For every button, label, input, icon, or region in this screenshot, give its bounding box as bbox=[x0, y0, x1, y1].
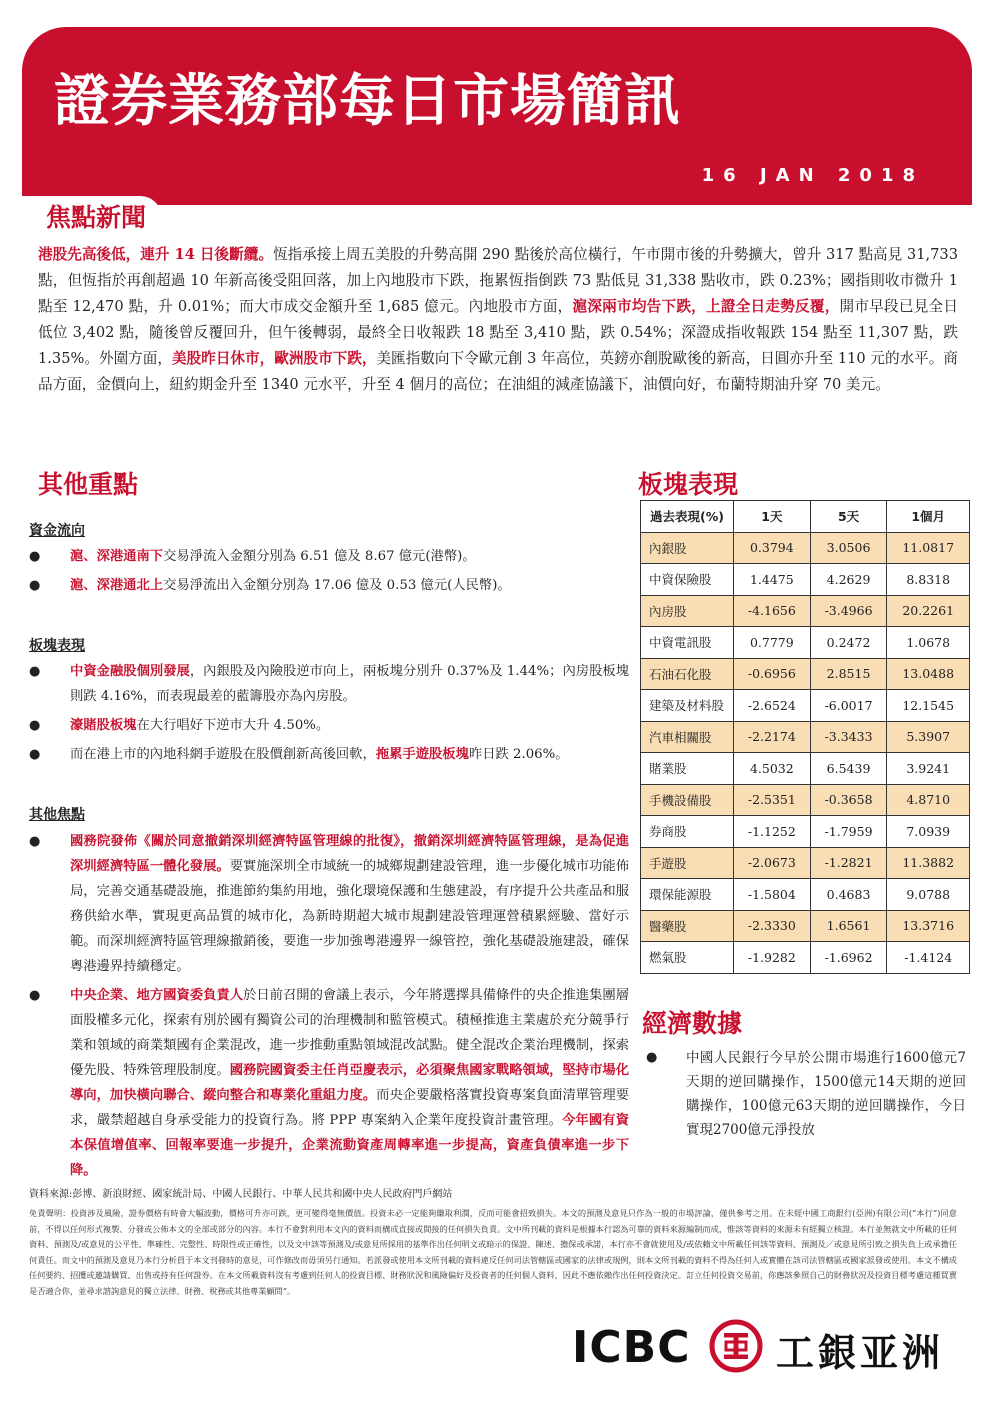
table-header-row bbox=[641, 501, 970, 533]
sector-value-cell: -2.2174 bbox=[734, 721, 811, 753]
sector-name-cell: 建築及材料股 bbox=[641, 690, 734, 722]
table-row bbox=[641, 847, 970, 879]
sector-value-cell: 4.8710 bbox=[887, 784, 970, 816]
sector-value-cell: -1.5804 bbox=[734, 879, 811, 911]
bullet-item bbox=[29, 544, 629, 569]
capital-flow-heading: 資金流向 bbox=[29, 523, 85, 539]
economic-item-text: 中國人民銀行今早於公開市場進行1600億元7天期的逆回購操作，1500億元14天期的逆回購操作，100億元63天期的逆回購操作，今日實現2700億元淨投放 bbox=[686, 1050, 966, 1138]
bullet-icon: ● bbox=[29, 718, 41, 733]
bullet-item bbox=[29, 713, 629, 738]
bullet-icon: ● bbox=[29, 549, 41, 564]
table-row bbox=[641, 879, 970, 911]
bullet-item bbox=[29, 983, 629, 1183]
sector-value-cell: 13.3716 bbox=[887, 910, 970, 942]
bullet-item bbox=[29, 573, 629, 598]
other-highlights-title: 其他重點 bbox=[38, 470, 139, 499]
table-row bbox=[641, 627, 970, 659]
body-text: 交易淨流出入金額分別為 17.06 億及 0.53 億元(人民幣)。 bbox=[163, 578, 511, 593]
focus-news-body bbox=[38, 242, 958, 398]
body-text: 而央企要嚴格落實投資專案負面清單管理要求，嚴禁超越自身承受能力的投資行為。將 PPP 專案納入企業年度投資計畫管理。 bbox=[70, 1088, 630, 1128]
table-row bbox=[641, 658, 970, 690]
sector-value-cell: -3.3433 bbox=[810, 721, 887, 753]
sector-value-cell: -2.5351 bbox=[734, 784, 811, 816]
sector-value-cell: -3.4966 bbox=[810, 595, 887, 627]
economic-data-title: 經濟數據 bbox=[642, 1009, 743, 1038]
sector-value-cell: -1.4124 bbox=[887, 942, 970, 974]
table-header-1m: 1個月 bbox=[887, 501, 970, 533]
sector-name-cell: 手遊股 bbox=[641, 847, 734, 879]
sector-value-cell: 12.1545 bbox=[887, 690, 970, 722]
bullet-item bbox=[29, 829, 629, 979]
bullet-icon: ● bbox=[29, 834, 41, 849]
sector-name-cell: 石油石化股 bbox=[641, 658, 734, 690]
table-header-5d: 5天 bbox=[810, 501, 887, 533]
logo-latin-text: ICBC bbox=[572, 1322, 691, 1373]
focus-news-title: 焦點新聞 bbox=[46, 203, 147, 232]
sector-value-cell: 1.6561 bbox=[810, 910, 887, 942]
sector-value-cell: 0.3794 bbox=[734, 532, 811, 564]
body-text: 昨日跌 2.06%。 bbox=[468, 747, 569, 762]
highlight-text: 中央企業、地方國資委負責人 bbox=[70, 988, 244, 1003]
table-header-period: 過去表現(%) bbox=[641, 501, 734, 533]
bullet-icon: ● bbox=[29, 988, 41, 1003]
report-date: 16 JAN 2018 bbox=[701, 165, 924, 186]
economic-item bbox=[646, 1046, 966, 1142]
page-title: 證券業務部每日市場簡訊 bbox=[54, 69, 681, 134]
sector-value-cell: -4.1656 bbox=[734, 595, 811, 627]
highlight-text: 國務院國資委主任肖亞慶表示，必須聚焦國家戰略領域，堅持市場化導向，加快橫向聯合、縱向整合和專業化重組力度。 bbox=[70, 1063, 629, 1103]
sector-value-cell: 0.2472 bbox=[810, 627, 887, 659]
table-header-1d: 1天 bbox=[734, 501, 811, 533]
header-banner bbox=[22, 27, 972, 205]
sector-value-cell: -1.1252 bbox=[734, 816, 811, 848]
sector-name-cell: 內銀股 bbox=[641, 532, 734, 564]
sector-name-cell: 內房股 bbox=[641, 595, 734, 627]
highlight-text: 拖累手遊股板塊 bbox=[375, 747, 469, 762]
sector-list bbox=[29, 659, 629, 771]
sector-value-cell: -2.3330 bbox=[734, 910, 811, 942]
sector-value-cell: -0.3658 bbox=[810, 784, 887, 816]
sector-name-cell: 手機設備股 bbox=[641, 784, 734, 816]
table-row bbox=[641, 753, 970, 785]
body-text: 恆指承接上周五美股的升勢高開 290 點後於高位橫行，午市開市後的升勢擴大，曾升 317 點高見 31,733 點，但恆指於再創超過 10 年新高後受阻回落，加上內地股市下跌，拖累恆指倒跌 73 點低見 31,338 點收市，跌 0.23%；國指則收市微升 1 點至 12,470 點，升 0.01%；而大市成交金額升至 1,685 億元。內地股市方面， bbox=[38, 246, 958, 315]
body-text: 美匯指數向下令歐元創 3 年高位，英鎊亦創脫歐後的新高，日圓亦升至 110 元的水平。商品方面，金價向上，紐約期金升至 1340 元水平，升至 4 個月的高位；在油組的減產協議下，油價向好，布蘭特期油升穿 70 美元。 bbox=[38, 350, 958, 393]
highlight-text: 今年國有資本保值增值率、回報率要進一步提升，企業流動資產周轉率進一步提高，資產負債率進一步下降。 bbox=[70, 1113, 629, 1178]
table-row bbox=[641, 690, 970, 722]
body-text: ，內銀股及內險股逆市向上，兩板塊分別升 0.37%及 1.44%；內房股板塊則跌 4.16%，而表現最差的藍籌股亦為內房股。 bbox=[70, 664, 630, 704]
icbc-emblem-icon bbox=[708, 1318, 764, 1374]
sector-name-cell: 中資保險股 bbox=[641, 564, 734, 596]
sector-name-cell: 汽車相關股 bbox=[641, 721, 734, 753]
sector-value-cell: 4.5032 bbox=[734, 753, 811, 785]
sector-value-cell: 0.7779 bbox=[734, 627, 811, 659]
sector-value-cell: 0.4683 bbox=[810, 879, 887, 911]
economic-data-list bbox=[646, 1046, 966, 1146]
sector-value-cell: 7.0939 bbox=[887, 816, 970, 848]
sector-value-cell: 3.0506 bbox=[810, 532, 887, 564]
sector-name-cell: 醫藥股 bbox=[641, 910, 734, 942]
sector-value-cell: 8.8318 bbox=[887, 564, 970, 596]
sector-table-title: 板塊表現 bbox=[638, 470, 739, 499]
icbc-logo bbox=[572, 1318, 962, 1378]
sector-value-cell: -2.0673 bbox=[734, 847, 811, 879]
highlight-text: 濠賭股板塊 bbox=[70, 718, 137, 733]
bullet-item bbox=[29, 659, 629, 709]
table-row bbox=[641, 910, 970, 942]
highlight-text: 港股先高後低，連升 14 日後斷纜。 bbox=[38, 246, 273, 263]
sector-heading: 板塊表現 bbox=[29, 638, 85, 654]
sector-value-cell: 9.0788 bbox=[887, 879, 970, 911]
bullet-icon: ● bbox=[29, 578, 41, 593]
logo-chinese-text: 工銀亚洲 bbox=[776, 1331, 945, 1375]
body-text: 於日前召開的會議上表示，今年將選擇具備條件的央企推進集團層面股權多元化，探索有別於國有獨資公司的治理機制和監管模式。積極推進主業處於充分競爭行業和領域的商業類國有企業混改，進一步推動重點領域混改試點。健全混改企業治理機制，探索優先股、特殊管理股制度。 bbox=[70, 988, 630, 1078]
highlight-text: 滬深兩市均告下跌，上證全日走勢反覆， bbox=[572, 298, 840, 315]
sector-value-cell: -1.2821 bbox=[810, 847, 887, 879]
sector-value-cell: -2.6524 bbox=[734, 690, 811, 722]
bullet-icon: ● bbox=[29, 747, 41, 762]
capital-flow-list bbox=[29, 544, 629, 602]
highlight-text: 國務院發佈《關於同意撤銷深圳經濟特區管理線的批復》，撤銷深圳經濟特區管理線，是為促進深圳經濟特區一體化發展。 bbox=[70, 834, 629, 874]
table-row bbox=[641, 942, 970, 974]
highlight-text: 美股昨日休市，歐洲股市下跌， bbox=[172, 350, 377, 367]
source-note: 資料來源:彭博、新浪財經、國家統計局、中國人民銀行、中華人民共和國中央人民政府門戶網站 bbox=[29, 1189, 453, 1200]
bullet-icon: ● bbox=[29, 664, 41, 679]
body-text: 要實施深圳全市域統一的城鄉規劃建設管理，進一步優化城市功能佈局，完善交通基礎設施，推進節約集約用地，強化環境保護和生態建設，有序提升公共產品和服務供給水準，實現更高品質的城市化，為新時期超大城市規劃建設管理運營積累經驗、當好示範。而深圳經濟特區管理線撤銷後，要進一步加強粵港邊界一線管控，強化基礎設施建設，確保粵港邊界持續穩定。 bbox=[70, 859, 629, 974]
sector-value-cell: -0.6956 bbox=[734, 658, 811, 690]
table-row bbox=[641, 816, 970, 848]
sector-value-cell: 1.0678 bbox=[887, 627, 970, 659]
sector-value-cell: 11.0817 bbox=[887, 532, 970, 564]
sector-performance-table bbox=[640, 500, 970, 974]
bullet-icon: ● bbox=[646, 1050, 658, 1065]
sector-value-cell: -1.6962 bbox=[810, 942, 887, 974]
sector-value-cell: -6.0017 bbox=[810, 690, 887, 722]
other-focus-list bbox=[29, 829, 629, 1187]
sector-value-cell: 13.0488 bbox=[887, 658, 970, 690]
sector-value-cell: 20.2261 bbox=[887, 595, 970, 627]
body-text: 而在港上市的內地科網手遊股在股價創新高後回軟， bbox=[70, 747, 376, 762]
sector-value-cell: -1.7959 bbox=[810, 816, 887, 848]
sector-name-cell: 券商股 bbox=[641, 816, 734, 848]
bullet-item bbox=[29, 742, 629, 767]
table-row bbox=[641, 564, 970, 596]
body-text: 開市早段已見全日低位 3,402 點，隨後曾反覆回升，但午後轉弱，最終全日收報跌 18 點至 3,410 點，跌 0.54%；深證成指收報跌 154 點至 11,307 點，跌 1.35%。外圍方面， bbox=[38, 298, 958, 367]
highlight-text: 中資金融股個別發展 bbox=[70, 664, 190, 679]
sector-value-cell: 2.8515 bbox=[810, 658, 887, 690]
sector-value-cell: -1.9282 bbox=[734, 942, 811, 974]
sector-name-cell: 中資電訊股 bbox=[641, 627, 734, 659]
table-row bbox=[641, 721, 970, 753]
table-row bbox=[641, 532, 970, 564]
disclaimer: 免責聲明：投資涉及風險，證券價格有時會大幅波動，價格可升亦可跌，更可變得毫無價值。投資未必一定能夠賺取利潤，反而可能會招致損失。本文的預測及意見只作為一般的市場評論，僅供參考之用。在未經中國工商銀行(亞洲)有限公司(“本行”)同意前，不得以任何形式複製、分發或公佈本文的全部或部分的內容。本行不會對利用本文內的資料而構成直接或間接的任何損失負責。文中所刊載的資料是根據本行認為可靠的資料來源編制而成，惟該等資料的來源未有經獨立核證。本行並無就文中所載的任何資料、預測及/或意見的公平性、準確性、完整性、時限性或正確性，以及文中該等預測及/或意見所採用的基準作出任何明文或暗示的保證、陳述、擔保或承諾，本行亦不會就使用及/或依賴文中所載任何該等資料、預測及／或意見所引致之損失負上或承擔任何責任。而文中的預測及意見乃本行分析員于本文刊發時的意見，可作修改而毋須另行通知。若派發或使用本文所刊載的資料違反任何司法管轄區或國家的法律或規例，則本文所刊載的資料不得為任何人或實體在該司法管轄區或國家派發或使用。本文不構成任何要約、招攬或邀請購買、出售或持有任何證券。在本文所載資料沒有考慮到任何人的投資目標、財務狀況和風險偏好及投資者的任何個人資料，因此不應依賴作出任何投資決定。訂立任何投資交易前，你應該參照自己的財務狀況及投資目標考慮這種買賣是否適合你，並尋求諮詢意見的獨立法律、財務、稅務或其他專業顧問”。 bbox=[29, 1208, 957, 1296]
highlight-text: 滬、深港通南下 bbox=[70, 549, 164, 564]
sector-value-cell: 5.3907 bbox=[887, 721, 970, 753]
sector-value-cell: 3.9241 bbox=[887, 753, 970, 785]
table-row bbox=[641, 595, 970, 627]
body-text: 交易淨流入金額分別為 6.51 億及 8.67 億元(港幣)。 bbox=[163, 549, 476, 564]
sector-name-cell: 燃氣股 bbox=[641, 942, 734, 974]
sector-name-cell: 賭業股 bbox=[641, 753, 734, 785]
body-text: 在大行唱好下逆市大升 4.50%。 bbox=[136, 718, 330, 733]
sector-value-cell: 6.5439 bbox=[810, 753, 887, 785]
highlight-text: 滬、深港通北上 bbox=[70, 578, 164, 593]
table-row bbox=[641, 784, 970, 816]
sector-value-cell: 11.3882 bbox=[887, 847, 970, 879]
sector-value-cell: 1.4475 bbox=[734, 564, 811, 596]
other-focus-heading: 其他焦點 bbox=[29, 807, 85, 823]
sector-value-cell: 4.2629 bbox=[810, 564, 887, 596]
sector-name-cell: 環保能源股 bbox=[641, 879, 734, 911]
